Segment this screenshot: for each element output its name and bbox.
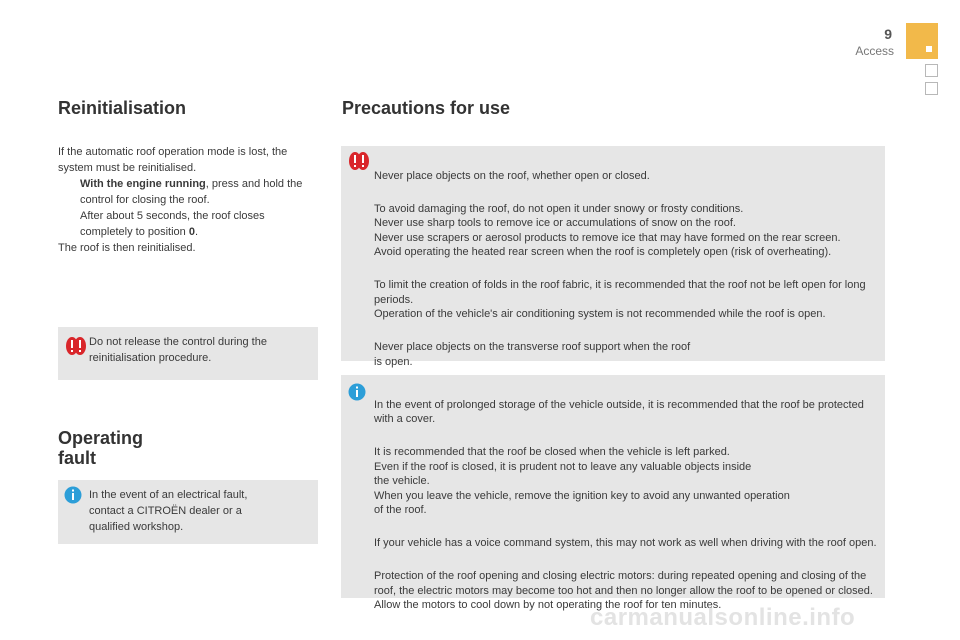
info-paragraph: It is recommended that the roof be closed when the vehicle is left parked. Even if the roof is closed, it is prudent not to leave any valuable objects inside the vehicle. When you leave the vehicle, remove the ignition key to avoid any unwanted operation of the roof. — [374, 446, 790, 516]
tab-marker-icon — [926, 46, 932, 52]
reinit-step-1-text: , press and hold the control for closing the roof. — [80, 178, 303, 206]
watermark: carmanualsonline.info — [590, 604, 856, 631]
section-tab-empty-2[interactable] — [925, 82, 938, 95]
section-tab[interactable] — [906, 23, 938, 59]
fault-info-panel — [58, 480, 318, 544]
section-name: Access — [855, 44, 894, 58]
warning-paragraph: Never place objects on the roof, whether open or closed. — [374, 169, 650, 182]
reinit-warning-text: Do not release the control during the reinitialisation procedure. — [89, 336, 267, 364]
warning-paragraph: To avoid damaging the roof, do not open it under snowy or frosty conditions. Never use sharp tools to remove ice or accumulations of snow on the roof. Never use scrapers or aerosol products to remove ice that may have formed on the rear screen. Avoid operating the heated rear screen when the roof is completely open (risk of overheating). — [374, 202, 841, 258]
reinit-body — [58, 144, 320, 256]
fault-title-line-2: fault — [58, 448, 96, 468]
info-paragraph: Protection of the roof opening and closing electric motors: during repeated opening and closing of the roof, the electric motors may become too hot and then no longer allow the roof to be opened or closed. Allow the motors to cool down by not operating the roof for ten minutes. — [374, 570, 873, 611]
precautions-title: Precautions for use — [342, 98, 511, 118]
precautions-warning-text — [374, 154, 878, 388]
info-icon — [64, 486, 82, 504]
info-paragraph: In the event of prolonged storage of the vehicle outside, it is recommended that the roof be protected with a cover. — [374, 398, 864, 425]
info-paragraph: If your vehicle has a voice command system, this may not work as well when driving with the roof open. — [374, 537, 877, 549]
warning-paragraph: Never place objects on the transverse roof support when the roof is open. — [374, 341, 691, 368]
precautions-warning-panel — [341, 146, 885, 368]
reinit-warning-panel — [58, 327, 318, 380]
warning-icon — [348, 151, 370, 171]
reinit-step-2-bold: 0 — [188, 226, 195, 238]
reinit-step-1 — [58, 176, 320, 208]
section-tab-empty-1[interactable] — [925, 64, 938, 77]
reinit-outro: The roof is then reinitialised. — [58, 242, 196, 254]
fault-title — [58, 428, 143, 468]
fault-title-line-1: Operating — [58, 428, 144, 448]
fault-info-text: In the event of an electrical fault, contact a CITROËN dealer or a qualified workshop. — [89, 489, 248, 533]
reinit-title: Reinitialisation — [58, 98, 187, 118]
precautions-info-text — [374, 383, 878, 631]
reinit-step-2 — [58, 208, 320, 240]
reinit-step-2-text: After about 5 seconds, the roof closes completely to position — [80, 210, 265, 238]
reinit-intro: If the automatic roof operation mode is lost, the system must be reinitialised. — [58, 146, 288, 174]
warning-icon — [65, 336, 87, 356]
reinit-step-1-bold: With the engine running — [80, 178, 206, 190]
info-icon — [348, 383, 366, 401]
reinit-step-2-end: . — [194, 226, 199, 238]
page-number: 9 — [884, 26, 892, 42]
precautions-info-panel — [341, 375, 885, 611]
warning-paragraph: To limit the creation of folds in the roof fabric, it is recommended that the roof not be left open for long periods. Operation of the vehicle's air conditioning system is not recommended while the roof is open. — [374, 279, 866, 320]
